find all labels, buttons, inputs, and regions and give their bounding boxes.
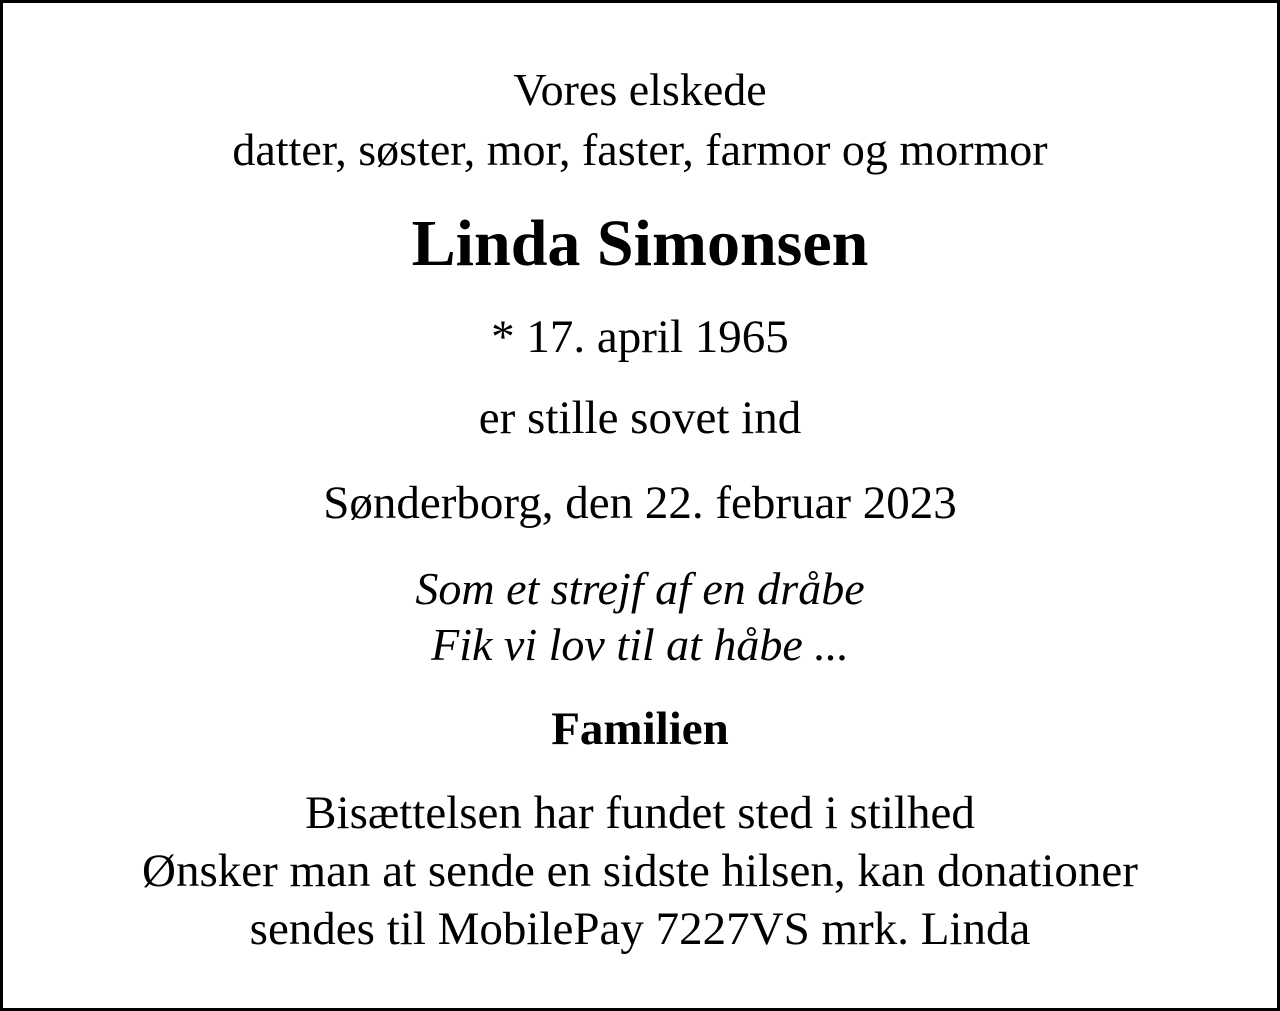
funeral-info-line-2: Ønsker man at sende en sidste hilsen, kan donationer <box>142 845 1138 897</box>
intro-line-1: Vores elskede <box>513 64 767 115</box>
verse-line-2: Fik vi lov til at håbe ... <box>431 619 849 670</box>
birth-date: * 17. april 1965 <box>491 311 789 363</box>
deceased-name: Linda Simonsen <box>411 207 869 280</box>
place-and-date: Sønderborg, den 22. februar 2023 <box>323 477 957 529</box>
intro-line-2: datter, søster, mor, faster, farmor og mormor <box>232 124 1048 175</box>
family-signature: Familien <box>551 703 729 755</box>
funeral-info-line-1: Bisættelsen har fundet sted i stilhed <box>305 787 975 839</box>
verse-line-1: Som et strejf af en dråbe <box>415 563 865 614</box>
passing-text: er stille sovet ind <box>478 392 802 444</box>
funeral-info-line-3: sendes til MobilePay 7227VS mrk. Linda <box>249 903 1031 955</box>
